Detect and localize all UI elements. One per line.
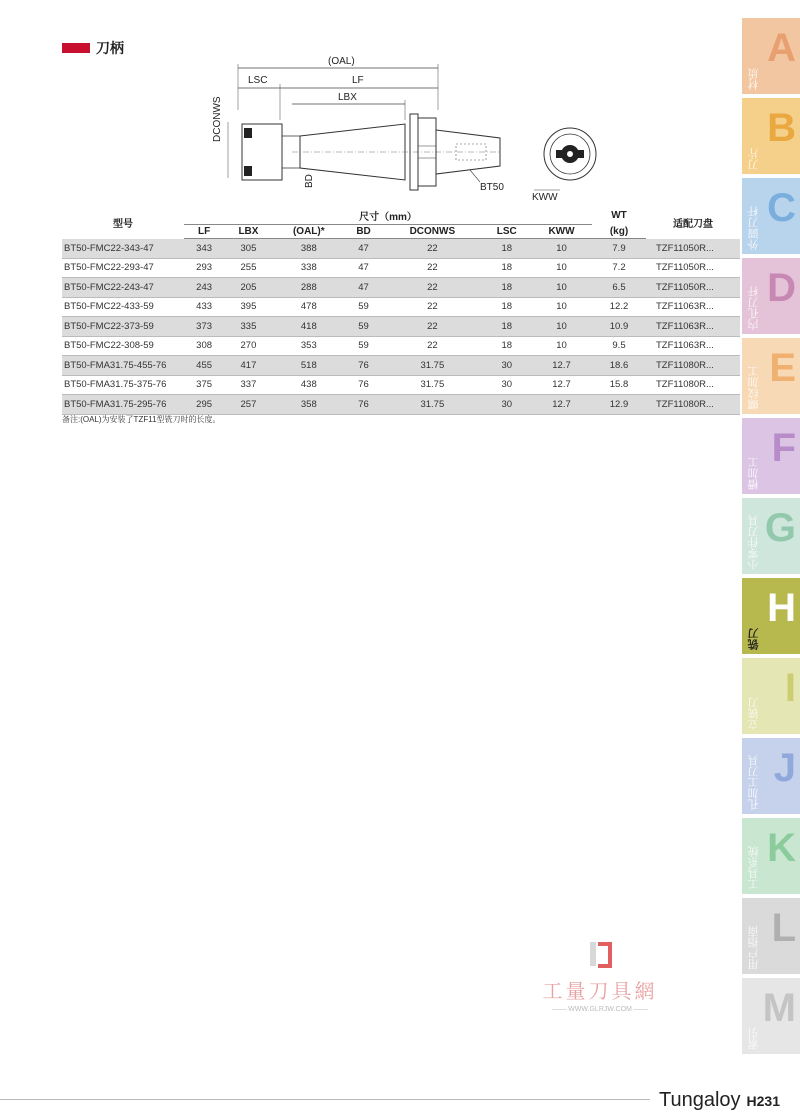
cell-value: 305 (224, 239, 273, 259)
tab-label: 外圆刀杆 (748, 206, 760, 250)
spec-table (62, 207, 740, 415)
lbx-label: LBX (338, 92, 357, 103)
cell-value: 388 (273, 239, 345, 259)
tab-d[interactable] (742, 258, 800, 334)
cell-value: 12.2 (592, 297, 646, 317)
dconws-label: DCONWS (212, 96, 223, 142)
tab-e[interactable] (742, 338, 800, 414)
bd-label: BD (304, 174, 315, 188)
cell-value: 338 (273, 258, 345, 278)
header-dimensions: 尺寸（mm） (184, 207, 592, 225)
table-row (62, 336, 740, 356)
cell-cutter: TZF11063R... (646, 336, 740, 356)
cell-value: 22 (382, 336, 482, 356)
tab-label: 小零件刀具 (748, 515, 760, 570)
cell-value: 22 (382, 258, 482, 278)
table-row (62, 395, 740, 415)
cell-value: 31.75 (382, 356, 482, 376)
tab-g[interactable] (742, 498, 800, 574)
cell-value: 288 (273, 278, 345, 298)
cell-value: 76 (345, 375, 382, 395)
cell-value: 10.9 (592, 317, 646, 337)
header-dconws: DCONWS (382, 225, 482, 239)
cell-value: 343 (184, 239, 224, 259)
footer-divider (0, 1099, 650, 1100)
tab-h[interactable] (742, 578, 800, 654)
cell-model: BT50-FMC22-433-59 (62, 297, 184, 317)
table-row (62, 375, 740, 395)
bt50-label: BT50 (480, 182, 504, 193)
cell-value: 12.7 (531, 356, 592, 376)
cell-value: 12.7 (531, 375, 592, 395)
cell-value: 76 (345, 356, 382, 376)
cell-value: 10 (531, 297, 592, 317)
cell-value: 22 (382, 317, 482, 337)
cell-value: 18 (482, 297, 531, 317)
cell-value: 478 (273, 297, 345, 317)
cell-value: 47 (345, 258, 382, 278)
tab-k[interactable] (742, 818, 800, 894)
cell-model: BT50-FMC22-293-47 (62, 258, 184, 278)
cell-cutter: TZF11080R... (646, 356, 740, 376)
tab-j[interactable] (742, 738, 800, 814)
cell-value: 30 (482, 395, 531, 415)
header-kww: KWW (531, 225, 592, 239)
cell-value: 30 (482, 375, 531, 395)
tab-label: 内孔刀杆 (748, 286, 760, 330)
cell-value: 395 (224, 297, 273, 317)
tab-label: 孔加工刀具 (748, 755, 760, 810)
cell-value: 47 (345, 239, 382, 259)
cell-value: 12.7 (531, 395, 592, 415)
cell-value: 30 (482, 356, 531, 376)
tab-i[interactable] (742, 658, 800, 734)
tab-label: 铣刀 (748, 628, 760, 650)
cell-value: 373 (184, 317, 224, 337)
header-oal: (OAL)* (273, 225, 345, 239)
tab-label: 用户指南 (748, 926, 760, 970)
tool-holder-diagram (200, 50, 620, 210)
cell-cutter: TZF11050R... (646, 239, 740, 259)
cell-value: 18.6 (592, 356, 646, 376)
cell-value: 18 (482, 278, 531, 298)
cell-value: 15.8 (592, 375, 646, 395)
cell-model: BT50-FMC22-373-59 (62, 317, 184, 337)
cell-value: 255 (224, 258, 273, 278)
cell-value: 438 (273, 375, 345, 395)
header-lf: LF (184, 225, 224, 239)
cell-value: 10 (531, 278, 592, 298)
watermark-url: —— WWW.GLRJW.COM —— (552, 1006, 648, 1013)
tab-label: 槽加工 (748, 457, 760, 490)
tab-c[interactable] (742, 178, 800, 254)
header-cutter: 适配刀盘 (673, 219, 713, 231)
cell-value: 418 (273, 317, 345, 337)
cell-model: BT50-FMA31.75-375-76 (62, 375, 184, 395)
cell-value: 18 (482, 336, 531, 356)
tab-letter: F (771, 426, 796, 470)
table-row (62, 278, 740, 298)
cell-value: 76 (345, 395, 382, 415)
title-marker (62, 43, 90, 53)
cell-value: 455 (184, 356, 224, 376)
tab-label: 刀片 (748, 148, 760, 170)
cell-value: 31.75 (382, 375, 482, 395)
table-row (62, 317, 740, 337)
tab-f[interactable] (742, 418, 800, 494)
cell-value: 22 (382, 278, 482, 298)
cell-model: BT50-FMA31.75-455-76 (62, 356, 184, 376)
cell-value: 18 (482, 258, 531, 278)
cell-value: 270 (224, 336, 273, 356)
cell-value: 243 (184, 278, 224, 298)
table-row (62, 356, 740, 376)
cell-value: 47 (345, 278, 382, 298)
header-model: 型号 (113, 219, 133, 231)
tab-label: 材质 (748, 68, 760, 90)
lf-label: LF (352, 75, 364, 86)
tab-letter: D (767, 266, 796, 310)
tab-letter: L (771, 906, 796, 950)
cell-cutter: TZF11063R... (646, 297, 740, 317)
cell-value: 59 (345, 336, 382, 356)
tab-label: 立铣刀 (748, 697, 760, 730)
cell-cutter: TZF11050R... (646, 278, 740, 298)
cell-value: 417 (224, 356, 273, 376)
cell-value: 7.9 (592, 239, 646, 259)
cell-model: BT50-FMA31.75-295-76 (62, 395, 184, 415)
cell-value: 308 (184, 336, 224, 356)
header-lsc: LSC (482, 225, 531, 239)
tab-a[interactable] (742, 18, 800, 94)
tab-letter: E (769, 346, 796, 390)
cell-value: 433 (184, 297, 224, 317)
tab-b[interactable] (742, 98, 800, 174)
watermark-text: 工量刀具網 (542, 979, 658, 1003)
tab-label: 工具系统 (748, 846, 760, 890)
tab-m[interactable] (742, 978, 800, 1054)
cell-value: 518 (273, 356, 345, 376)
watermark-logo-icon (580, 940, 620, 970)
tab-letter: I (784, 666, 796, 710)
cell-value: 295 (184, 395, 224, 415)
cell-value: 22 (382, 297, 482, 317)
tab-letter: C (767, 186, 796, 230)
lsc-label: LSC (248, 75, 268, 86)
cell-value: 7.2 (592, 258, 646, 278)
section-title-text: 刀柄 (96, 40, 124, 56)
cell-value: 10 (531, 317, 592, 337)
section-title (62, 38, 124, 58)
header-wt-unit: (kg) (592, 225, 646, 239)
table-row (62, 258, 740, 278)
cell-value: 257 (224, 395, 273, 415)
table-row (62, 239, 740, 259)
cell-value: 59 (345, 297, 382, 317)
watermark (530, 940, 670, 1013)
cell-cutter: TZF11080R... (646, 395, 740, 415)
cell-value: 205 (224, 278, 273, 298)
cell-value: 10 (531, 336, 592, 356)
tab-letter: A (767, 26, 796, 70)
tab-letter: B (767, 106, 796, 150)
footnote: 备注:(OAL)为安装了TZF11型铣刀时的长度。 (62, 415, 221, 424)
header-lbx: LBX (224, 225, 273, 239)
footer (659, 1089, 780, 1112)
cell-value: 18 (482, 239, 531, 259)
header-bd: BD (345, 225, 382, 239)
cell-value: 22 (382, 239, 482, 259)
cell-value: 31.75 (382, 395, 482, 415)
cell-value: 293 (184, 258, 224, 278)
cell-value: 353 (273, 336, 345, 356)
tab-letter: J (773, 746, 796, 790)
cell-value: 9.5 (592, 336, 646, 356)
brand-name: Tungaloy (658, 1089, 741, 1111)
cell-value: 18 (482, 317, 531, 337)
tab-letter: K (767, 826, 796, 870)
tab-label: 索引 (748, 1028, 760, 1050)
table-row (62, 297, 740, 317)
cell-value: 337 (224, 375, 273, 395)
cell-cutter: TZF11080R... (646, 375, 740, 395)
tab-l[interactable] (742, 898, 800, 974)
header-wt: WT (611, 210, 627, 222)
cell-value: 10 (531, 239, 592, 259)
kww-label: KWW (532, 192, 558, 203)
tab-letter: H (767, 586, 796, 630)
cell-value: 375 (184, 375, 224, 395)
cell-cutter: TZF11050R... (646, 258, 740, 278)
cell-value: 10 (531, 258, 592, 278)
cell-model: BT50-FMC22-343-47 (62, 239, 184, 259)
cell-value: 59 (345, 317, 382, 337)
cell-cutter: TZF11063R... (646, 317, 740, 337)
cell-value: 6.5 (592, 278, 646, 298)
tab-letter: M (762, 986, 796, 1030)
tab-label: 螺纹加工 (748, 366, 760, 410)
cell-value: 358 (273, 395, 345, 415)
tab-letter: G (764, 506, 796, 550)
oal-label: (OAL) (328, 56, 355, 67)
page-number: H231 (746, 1093, 780, 1109)
cell-value: 12.9 (592, 395, 646, 415)
cell-value: 335 (224, 317, 273, 337)
cell-model: BT50-FMC22-243-47 (62, 278, 184, 298)
cell-model: BT50-FMC22-308-59 (62, 336, 184, 356)
